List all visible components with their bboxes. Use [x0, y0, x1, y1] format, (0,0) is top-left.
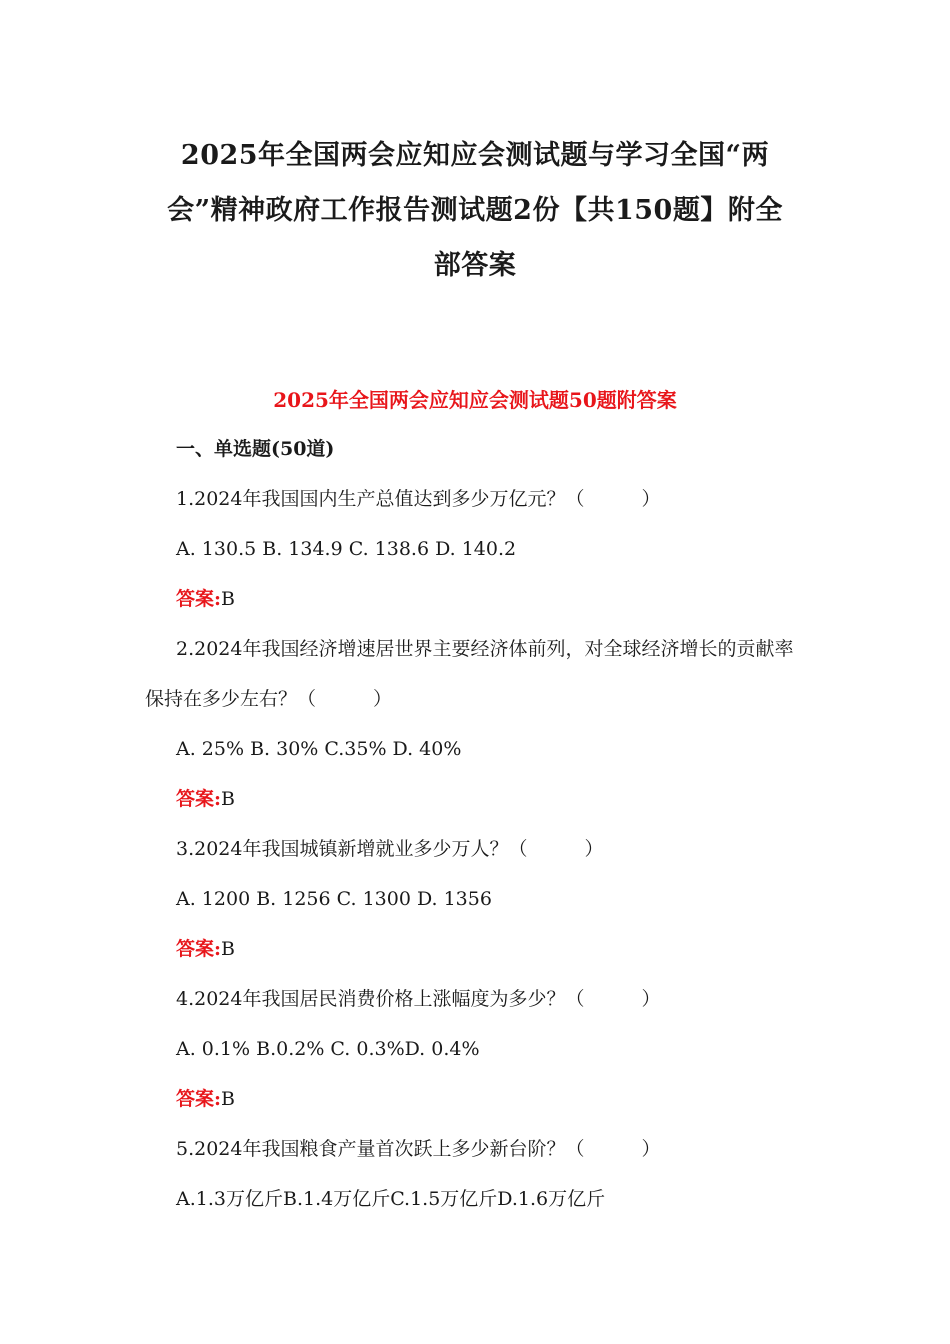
answer-label: 答案: [176, 1088, 222, 1110]
question-options: A.1.3万亿斤B.1.4万亿斤C.1.5万亿斤D.1.6万亿斤 [176, 1188, 606, 1210]
question-stem: 3.2024年我国城镇新增就业多少万人？（ ） [176, 838, 604, 860]
answer-value: B [221, 588, 235, 610]
document-title-line: 部答案 [433, 250, 517, 281]
answer-value: B [221, 938, 235, 960]
section-title: 2025年全国两会应知应会测试题50题附答案 [273, 388, 677, 412]
question-stem: 5.2024年我国粮食产量首次跃上多少新台阶？（ ） [176, 1138, 661, 1160]
question-stem: 2.2024年我国经济增速居世界主要经济体前列，对全球经济增长的贡献率保持在多少左右？（ ） [145, 638, 794, 710]
question-options: A. 1200 B. 1256 C. 1300 D. 1356 [176, 888, 492, 910]
answer-label: 答案: [176, 788, 222, 810]
question-options: A. 130.5 B. 134.9 C. 138.6 D. 140.2 [176, 538, 517, 560]
document-title-line: 2025年全国两会应知应会测试题与学习全国“两 [180, 140, 770, 171]
question-stem: 1.2024年我国国内生产总值达到多少万亿元？（ ） [176, 488, 661, 510]
answer-label: 答案: [176, 938, 222, 960]
answer-value: B [221, 788, 235, 810]
answer-line [145, 924, 810, 974]
answer-value: B [221, 1088, 235, 1110]
answer-label: 答案: [176, 588, 222, 610]
question-options: A. 25% B. 30% C.35% D. 40% [176, 738, 462, 760]
document-title [140, 128, 810, 293]
answer-line [145, 1074, 810, 1124]
question-list [145, 424, 810, 1224]
answer-line [145, 774, 810, 824]
part-heading: 一、单选题(50道) [176, 438, 335, 460]
question-stem: 4.2024年我国居民消费价格上涨幅度为多少？（ ） [176, 988, 661, 1010]
answer-line [145, 574, 810, 624]
document-title-line: 会”精神政府工作报告测试题2份【共150题】附全 [167, 195, 783, 226]
question-options: A. 0.1% B.0.2% C. 0.3%D. 0.4% [176, 1038, 480, 1060]
